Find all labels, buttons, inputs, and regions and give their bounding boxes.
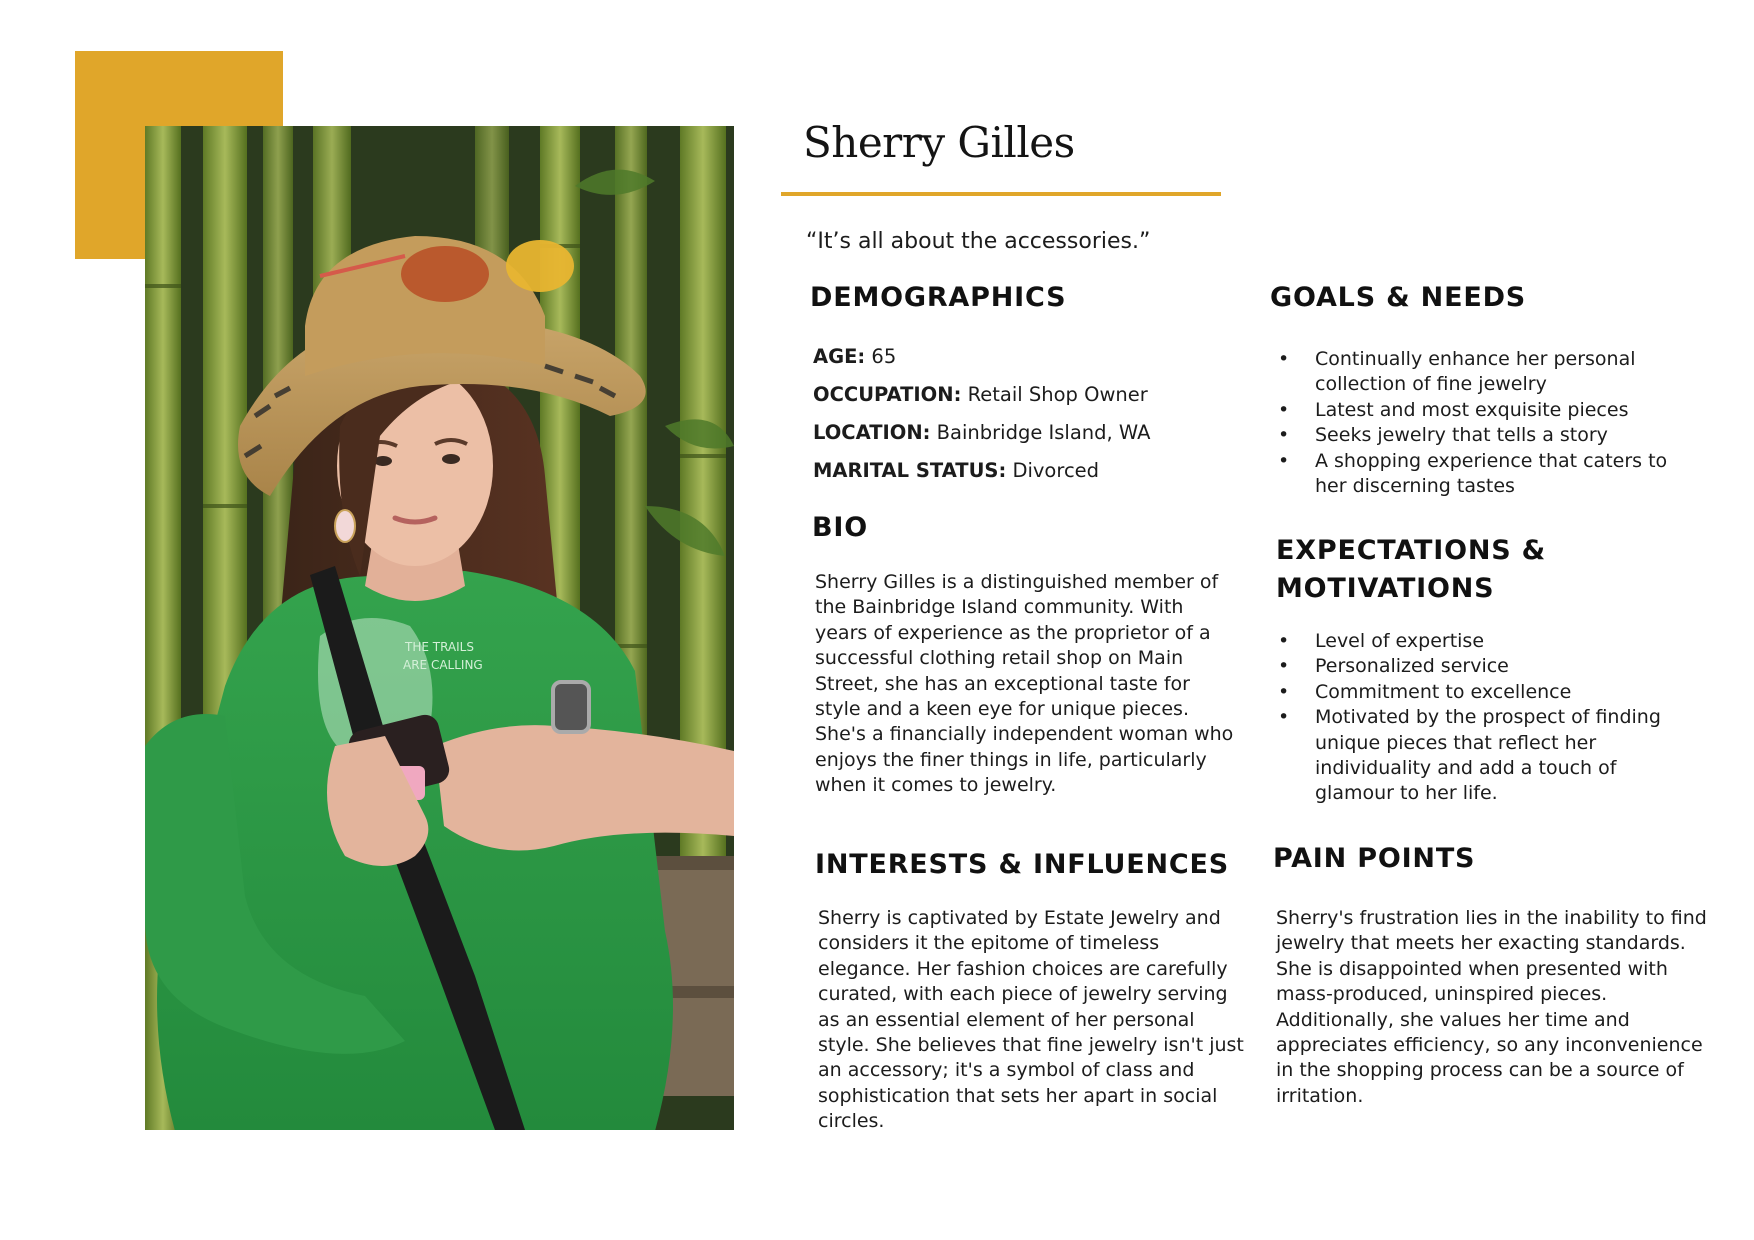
demographics-item-occupation [813, 382, 1151, 420]
age-label: AGE: [813, 345, 866, 368]
expectations-item: • Level of expertise [1275, 629, 1695, 654]
demographics-list [813, 344, 1151, 496]
goals-item: • A shopping experience that caters to her discerning tastes [1275, 449, 1700, 500]
expectations-item: • Commitment to excellence [1275, 680, 1695, 705]
persona-photo [145, 126, 734, 1130]
pain-points-text: Sherry's frustration lies in the inability to find jewelry that meets her exacting standards. She is disappointed when presented with mass-produced, uninspired pieces. Additionally, she values her time and appreciates efficiency, so any inconvenience in the shopping process can be a source of irritation. [1276, 907, 1707, 1107]
shirt-print-line2: ARE CALLING [403, 658, 483, 672]
occupation-label: OCCUPATION: [813, 383, 962, 406]
occupation-value: Retail Shop Owner [961, 383, 1148, 406]
demographics-heading: DEMOGRAPHICS [810, 282, 1067, 313]
pain-points-heading: PAIN POINTS [1273, 843, 1476, 874]
persona-quote: “It’s all about the accessories.” [806, 229, 1151, 254]
name-underline [781, 192, 1221, 196]
expectations-item: • Personalized service [1275, 654, 1695, 679]
expectations-heading-line2: MOTIVATIONS [1276, 573, 1495, 604]
bio-text: Sherry Gilles is a distinguished member of the Bainbridge Island community. With years of experience as the proprietor of a successful clothing retail shop on Main Street, she has an exceptional taste for style and a keen eye for unique pieces. She's a financially independent woman who enjoys the finer things in life, particularly when it comes to jewelry. [815, 571, 1234, 797]
expectations-list [1275, 629, 1695, 807]
marital-status-label: MARITAL STATUS: [813, 459, 1007, 482]
goals-item: • Continually enhance her personal collection of fine jewelry [1275, 347, 1700, 398]
demographics-item-age [813, 344, 1151, 382]
interests-text: Sherry is captivated by Estate Jewelry and considers it the epitome of timeless elegance. Her fashion choices are carefully curated, with each piece of jewelry serving as an essential element of her personal style. She believes that fine jewelry isn't just an accessory; it's a symbol of class and sophistication that sets her apart in social circles. [818, 907, 1244, 1133]
bio-heading: BIO [812, 512, 868, 543]
location-label: LOCATION: [813, 421, 931, 444]
expectations-heading-line1: EXPECTATIONS & [1276, 535, 1547, 566]
persona-name: Sherry Gilles [803, 118, 1075, 167]
goals-heading: GOALS & NEEDS [1270, 282, 1527, 313]
location-value: Bainbridge Island, WA [930, 421, 1151, 444]
goals-list [1275, 347, 1700, 499]
goals-item: • Seeks jewelry that tells a story [1275, 423, 1700, 448]
photo-illustration [145, 126, 734, 1130]
demographics-item-location [813, 420, 1151, 458]
demographics-item-marital-status [813, 458, 1151, 496]
interests-heading: INTERESTS & INFLUENCES [815, 849, 1229, 880]
age-value: 65 [865, 345, 897, 368]
goals-item: • Latest and most exquisite pieces [1275, 398, 1700, 423]
marital-status-value: Divorced [1006, 459, 1100, 482]
shirt-print-line1: THE TRAILS [405, 640, 474, 654]
expectations-item: • Motivated by the prospect of finding unique pieces that reflect her individuality and add a touch of glamour to her life. [1275, 705, 1695, 807]
